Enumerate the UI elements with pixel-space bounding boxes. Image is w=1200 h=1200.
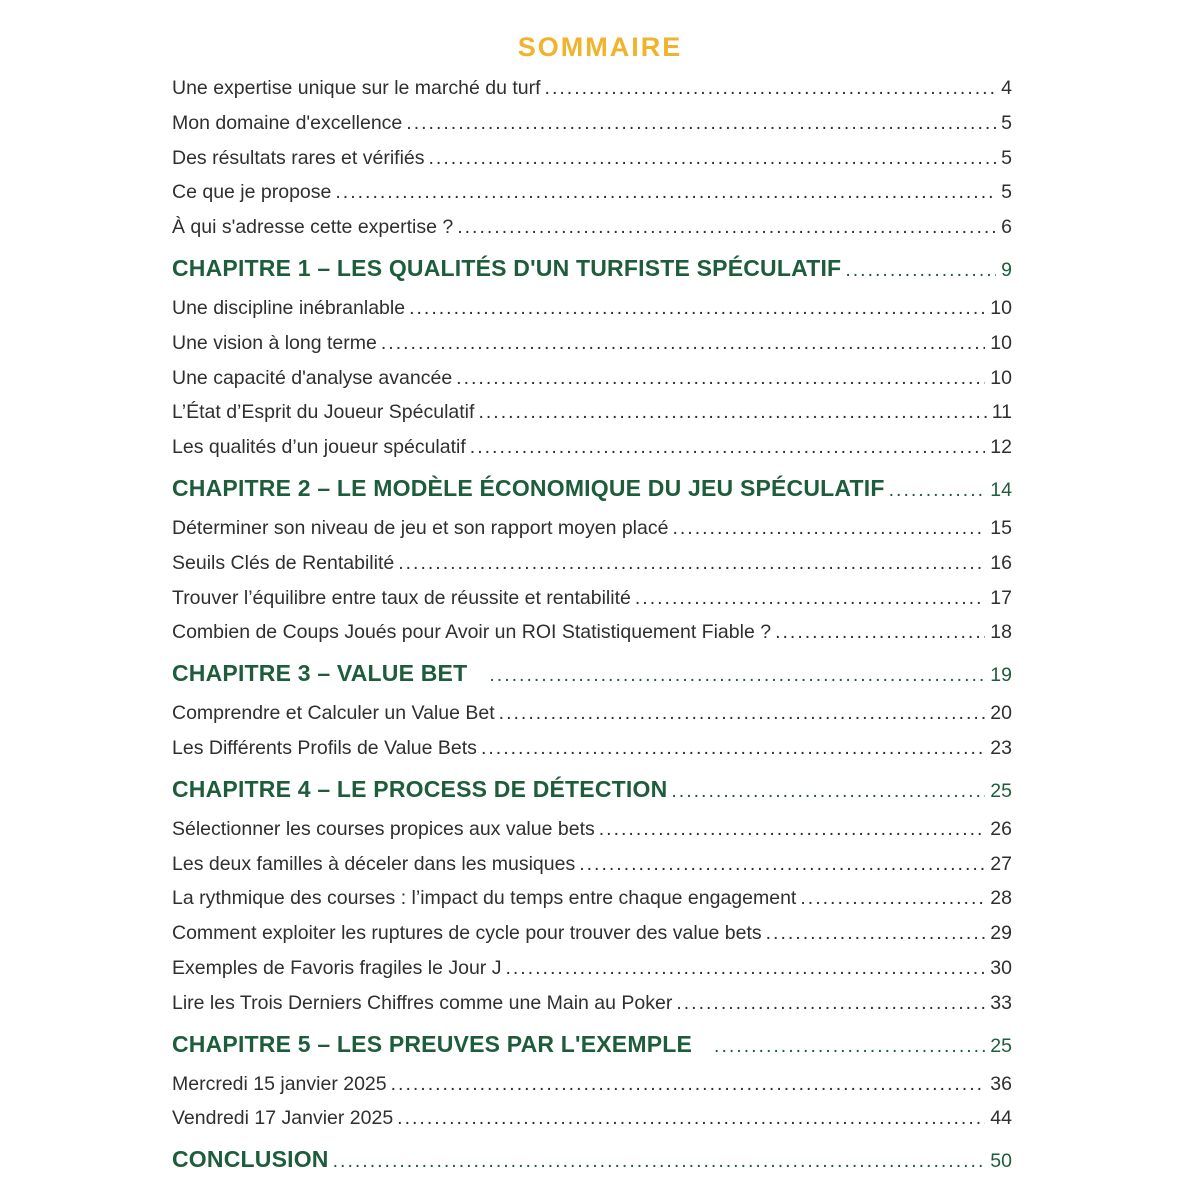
toc-entry-row bbox=[172, 986, 1012, 1021]
dot-leader bbox=[579, 847, 985, 882]
toc-label: Des résultats rares et vérifiés bbox=[172, 146, 425, 169]
toc-label: Comprendre et Calculer un Value Bet bbox=[172, 702, 495, 725]
page-number: 27 bbox=[990, 852, 1012, 875]
dot-leader bbox=[456, 361, 985, 396]
dot-leader bbox=[545, 71, 997, 106]
page-number: 18 bbox=[990, 621, 1012, 644]
toc-entry-row bbox=[172, 916, 1012, 951]
toc-entry-row bbox=[172, 812, 1012, 847]
toc-label: La rythmique des courses : l’impact du temps entre chaque engagement bbox=[172, 887, 797, 910]
toc-label: Combien de Coups Joués pour Avoir un ROI Statistiquement Fiable ? bbox=[172, 621, 772, 644]
toc-label: À qui s'adresse cette expertise ? bbox=[172, 216, 454, 239]
dot-leader bbox=[478, 395, 986, 430]
toc-label: Une vision à long terme bbox=[172, 331, 377, 354]
toc-entry-row bbox=[172, 291, 1012, 326]
dot-leader bbox=[671, 768, 985, 814]
toc-label: Comment exploiter les ruptures de cycle pour trouver des value bets bbox=[172, 922, 762, 945]
toc-label: Une capacité d'analyse avancée bbox=[172, 366, 453, 389]
dot-leader bbox=[391, 1067, 986, 1102]
toc-chapter-row bbox=[172, 1136, 1012, 1182]
page-number: 16 bbox=[990, 551, 1012, 574]
dot-leader bbox=[676, 986, 985, 1021]
page-title: SOMMAIRE bbox=[517, 32, 683, 62]
dot-leader bbox=[489, 652, 985, 698]
page-number: 26 bbox=[990, 817, 1012, 840]
toc-label: L’État d’Esprit du Joueur Spéculatif bbox=[172, 401, 475, 424]
dot-leader bbox=[775, 615, 985, 650]
dot-leader bbox=[766, 916, 986, 951]
toc-entry-row bbox=[172, 847, 1012, 882]
dot-leader bbox=[889, 467, 986, 513]
dot-leader bbox=[672, 511, 985, 546]
toc-entry-row bbox=[172, 175, 1012, 210]
page-number: 15 bbox=[990, 516, 1012, 539]
dot-leader bbox=[397, 1101, 985, 1136]
toc-entry-row bbox=[172, 881, 1012, 916]
toc-label: Mercredi 15 janvier 2025 bbox=[172, 1072, 387, 1095]
toc-entry-row bbox=[172, 1067, 1012, 1102]
page-number: 25 bbox=[990, 779, 1012, 802]
page-number: 6 bbox=[1001, 216, 1012, 239]
toc-entry-row bbox=[172, 210, 1012, 245]
dot-leader bbox=[409, 291, 985, 326]
page-number: 12 bbox=[990, 436, 1012, 459]
toc-entry-row bbox=[172, 615, 1012, 650]
toc-entry-row bbox=[172, 581, 1012, 616]
dot-leader bbox=[333, 1138, 986, 1184]
page-number: 4 bbox=[1001, 77, 1012, 99]
page-number: 11 bbox=[991, 401, 1012, 424]
toc-label: CHAPITRE 4 – LE PROCESS DE DÉTECTION bbox=[172, 775, 668, 802]
toc-label: Les Différents Profils de Value Bets bbox=[172, 736, 477, 759]
page-number: 19 bbox=[990, 664, 1012, 687]
dot-leader bbox=[470, 430, 986, 465]
page-number: 17 bbox=[990, 586, 1012, 609]
dot-leader bbox=[499, 696, 986, 731]
toc-label: Déterminer son niveau de jeu et son rapport moyen placé bbox=[172, 516, 669, 539]
toc-chapter-row bbox=[172, 1021, 1012, 1067]
toc-entry-row bbox=[172, 71, 1012, 106]
page-number: 9 bbox=[1001, 258, 1012, 281]
dot-leader bbox=[845, 247, 996, 293]
toc-label: Mon domaine d'excellence bbox=[172, 111, 403, 134]
toc-label: Une discipline inébranlable bbox=[172, 296, 406, 319]
dot-leader bbox=[800, 881, 985, 916]
toc-chapter-row bbox=[172, 465, 1012, 511]
dot-leader bbox=[398, 546, 985, 581]
toc-label: CHAPITRE 1 – LES QUALITÉS D'UN TURFISTE SPÉCULATIF bbox=[172, 254, 842, 281]
toc-label: CHAPITRE 2 – LE MODÈLE ÉCONOMIQUE DU JEU SPÉCULATIF bbox=[172, 474, 885, 501]
dot-leader bbox=[457, 210, 996, 245]
toc-label: Sélectionner les courses propices aux value bets bbox=[172, 817, 595, 840]
dot-leader bbox=[599, 812, 986, 847]
dot-leader bbox=[381, 326, 985, 361]
page-number: 28 bbox=[990, 887, 1012, 910]
page-number: 44 bbox=[990, 1107, 1012, 1130]
dot-leader bbox=[429, 141, 997, 176]
page-number: 25 bbox=[990, 1034, 1012, 1057]
toc-entry-row bbox=[172, 430, 1012, 465]
toc-entry-row bbox=[172, 141, 1012, 176]
toc-entry-row bbox=[172, 361, 1012, 396]
toc-label: Seuils Clés de Rentabilité bbox=[172, 551, 395, 574]
toc-entry-row bbox=[172, 546, 1012, 581]
page-number: 10 bbox=[990, 366, 1012, 389]
page-number: 10 bbox=[990, 331, 1012, 354]
page-number: 30 bbox=[990, 956, 1012, 979]
page-number: 23 bbox=[990, 736, 1012, 759]
page-number: 5 bbox=[1001, 181, 1012, 204]
toc-label: CHAPITRE 5 – LES PREUVES PAR L'EXEMPLE bbox=[172, 1030, 693, 1057]
page-number: 33 bbox=[990, 991, 1012, 1014]
toc-label: Une expertise unique sur le marché du turf bbox=[172, 77, 541, 99]
toc bbox=[172, 71, 1012, 1182]
page-number: 29 bbox=[990, 922, 1012, 945]
toc-entry-row bbox=[172, 395, 1012, 430]
toc-chapter-row bbox=[172, 766, 1012, 812]
toc-entry-row bbox=[172, 731, 1012, 766]
toc-label: CHAPITRE 3 – VALUE BET bbox=[172, 660, 468, 687]
toc-entry-row bbox=[172, 511, 1012, 546]
page-number: 36 bbox=[990, 1072, 1012, 1095]
dot-leader bbox=[406, 106, 996, 141]
toc-entry-row bbox=[172, 951, 1012, 986]
toc-label: Les deux familles à déceler dans les musiques bbox=[172, 852, 576, 875]
toc-label: Les qualités d’un joueur spéculatif bbox=[172, 436, 466, 459]
toc-label: Ce que je propose bbox=[172, 181, 332, 204]
page-number: 10 bbox=[990, 296, 1012, 319]
toc-label: Exemples de Favoris fragiles le Jour J bbox=[172, 956, 502, 979]
toc-entry-row bbox=[172, 696, 1012, 731]
toc-chapter-row bbox=[172, 245, 1012, 291]
page-number: 5 bbox=[1001, 111, 1012, 134]
page-number: 14 bbox=[990, 478, 1012, 501]
page-number: 5 bbox=[1001, 146, 1012, 169]
toc-chapter-row bbox=[172, 650, 1012, 696]
dot-leader bbox=[635, 581, 985, 616]
page-number: 20 bbox=[990, 702, 1012, 725]
toc-label: Vendredi 17 Janvier 2025 bbox=[172, 1107, 394, 1130]
dot-leader bbox=[481, 731, 985, 766]
dot-leader bbox=[714, 1023, 985, 1069]
page-number: 50 bbox=[990, 1150, 1012, 1173]
toc-label: Trouver l’équilibre entre taux de réussite et rentabilité bbox=[172, 586, 631, 609]
dot-leader bbox=[505, 951, 985, 986]
toc-label: Lire les Trois Derniers Chiffres comme une Main au Poker bbox=[172, 991, 673, 1014]
toc-entry-row bbox=[172, 106, 1012, 141]
toc-entry-row bbox=[172, 1101, 1012, 1136]
toc-entry-row bbox=[172, 326, 1012, 361]
dot-leader bbox=[335, 175, 996, 210]
toc-label: CONCLUSION bbox=[172, 1146, 329, 1173]
